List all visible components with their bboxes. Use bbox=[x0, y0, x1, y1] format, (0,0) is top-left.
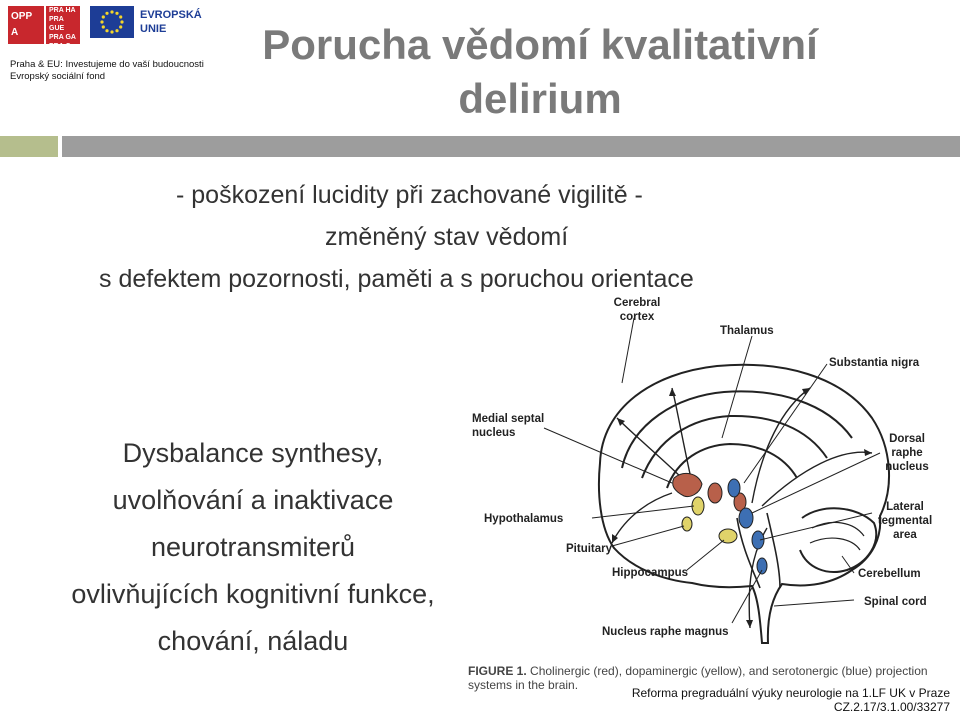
title-line-1: Porucha vědomí kvalitativní bbox=[262, 21, 818, 68]
description-line: uvolňování a inaktivace bbox=[112, 485, 394, 515]
dopaminergic-nucleus bbox=[719, 529, 737, 543]
description-block bbox=[28, 430, 478, 665]
definition-line-2: změněný stav vědomí bbox=[325, 223, 569, 251]
caption-text: Cholinergic (red), dopaminergic (yellow), and serotonergic (blue) projection bbox=[526, 664, 928, 678]
page-title bbox=[200, 18, 880, 126]
caption-label: FIGURE 1. bbox=[468, 664, 527, 678]
serotonergic-nucleus bbox=[757, 558, 767, 574]
opp-logo-text: OPP bbox=[11, 11, 33, 22]
projection-arrow bbox=[762, 452, 872, 506]
leader-line bbox=[722, 336, 752, 438]
label-lateral-tegmental-area: Lateral tegmental area bbox=[877, 501, 933, 541]
eu-flag-icon bbox=[90, 6, 134, 38]
serotonergic-nucleus bbox=[728, 479, 740, 497]
sponsor-line-2: Evropský sociální fond bbox=[10, 71, 106, 82]
label-cerebral-cortex: Cerebral cortex bbox=[613, 297, 661, 323]
praha-logo bbox=[46, 6, 80, 50]
dopaminergic-nucleus bbox=[682, 517, 692, 531]
serotonergic-nucleus bbox=[752, 531, 764, 549]
leader-line bbox=[732, 570, 762, 623]
label-thalamus: Thalamus bbox=[720, 325, 774, 337]
leader-line bbox=[760, 513, 872, 540]
arrowhead bbox=[746, 620, 753, 628]
label-medial-septal-nucleus: Medial septal nucleus bbox=[472, 413, 545, 439]
cholinergic-nucleus bbox=[708, 483, 722, 503]
description-line: ovlivňujících kognitivní funkce, bbox=[71, 579, 435, 609]
title-line-2: delirium bbox=[458, 75, 622, 122]
label-nucleus-raphe-magnus: Nucleus raphe magnus bbox=[602, 626, 729, 638]
praha-logo-text: PRA GA bbox=[49, 34, 76, 41]
label-hippocampus: Hippocampus bbox=[612, 567, 689, 579]
opp-logo-text-a: A bbox=[11, 27, 19, 38]
cholinergic-nucleus bbox=[673, 473, 702, 496]
leader-line bbox=[622, 318, 634, 383]
projection-arrow bbox=[612, 493, 672, 543]
praha-logo-text: PRA GUE bbox=[49, 16, 65, 32]
label-pituitary: Pituitary bbox=[566, 543, 613, 555]
leader-line bbox=[612, 526, 684, 546]
header-logos bbox=[8, 6, 204, 52]
label-spinal-cord: Spinal cord bbox=[864, 596, 927, 608]
arrowhead bbox=[669, 388, 676, 396]
brain-contour bbox=[642, 416, 827, 478]
brain-contour bbox=[622, 391, 852, 468]
label-hypothalamus: Hypothalamus bbox=[484, 513, 564, 525]
description-line: chování, náladu bbox=[157, 626, 349, 656]
description-line: neurotransmiterů bbox=[150, 532, 356, 562]
label-dorsal-raphe-nucleus: Dorsal raphe nucleus bbox=[885, 433, 929, 473]
cerebellum-outline bbox=[800, 508, 876, 572]
leader-line bbox=[744, 364, 827, 483]
sponsor-line-1: Praha & EU: Investujeme do vaší budoucnosti bbox=[10, 59, 204, 70]
label-substantia-nigra: Substantia nigra bbox=[829, 357, 920, 369]
sponsor-text bbox=[10, 59, 204, 83]
divider-bar bbox=[62, 136, 960, 157]
projection-arrow bbox=[752, 388, 810, 503]
opp-logo bbox=[8, 6, 44, 44]
serotonergic-nucleus bbox=[739, 508, 753, 528]
footer bbox=[632, 686, 950, 714]
definition-line-1: - poškození lucidity při zachované vigilitě - bbox=[176, 181, 643, 209]
eu-logo-text: EVROPSKÁ UNIE bbox=[140, 9, 202, 35]
description-line: Dysbalance synthesy, bbox=[122, 438, 384, 468]
footer-line-2: CZ.2.17/3.1.00/33277 bbox=[833, 700, 950, 714]
caption-text-2: systems in the brain. bbox=[468, 678, 579, 692]
divider-accent bbox=[0, 136, 58, 157]
cerebellum-folds bbox=[810, 522, 864, 550]
leader-line bbox=[752, 453, 880, 513]
leader-line bbox=[687, 540, 724, 570]
brain-figure bbox=[462, 288, 960, 698]
arrowhead bbox=[864, 449, 872, 456]
definition-line-3: s defektem pozornosti, paměti a s poruchou orientace bbox=[99, 265, 694, 293]
footer-line-1: Reforma pregraduální výuky neurologie na 1.LF UK v Praze bbox=[631, 686, 950, 700]
label-cerebellum: Cerebellum bbox=[858, 568, 921, 580]
leader-line bbox=[774, 600, 854, 606]
praha-logo-text: PRA G bbox=[49, 43, 71, 50]
praha-logo-text: PRA HA bbox=[49, 7, 76, 14]
